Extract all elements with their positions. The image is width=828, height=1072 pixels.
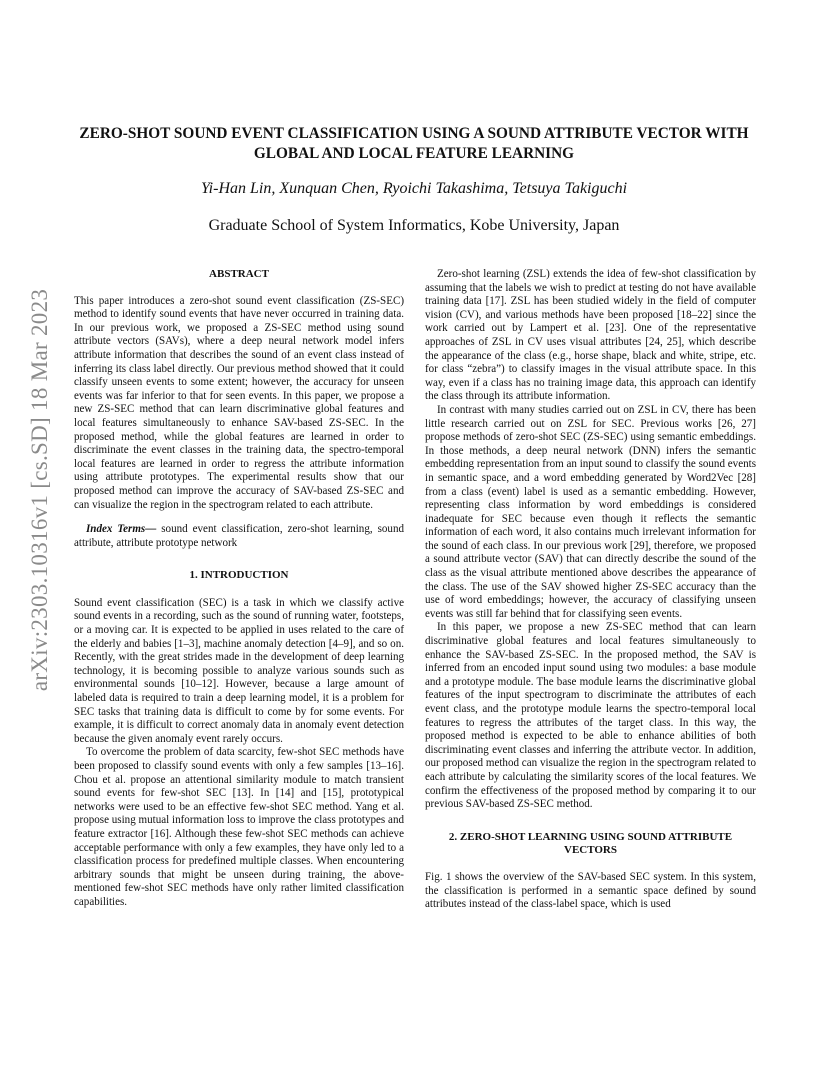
intro-paragraph-1: Sound event classification (SEC) is a task in which we classify active sound events in a recording, such as the sound of running water, footsteps, or a moving car. It is expected to be applied in uses related to the care of the elderly and babies [1–3], machine anomaly detection [4–9], and so on. Recently, with the great strides made in the development of deep learning technology, it is becoming possible to analyze various sounds such as environmental sounds [10–12]. However, because a large amount of labeled data is required to train a deep learning model, it is a problem for SEC tasks that training data is difficult to come by for some events. For example, it is difficult to correct anomaly data in anomaly event detection because the given anomaly event rarely occurs. bbox=[74, 596, 404, 745]
index-terms-label: Index Terms— bbox=[86, 523, 157, 536]
section-2-text: Fig. 1 shows the overview of the SAV-based SEC system. In this system, the classification is performed in a semantic space defined by sound attributes instead of the class-label space, which is used bbox=[425, 870, 756, 911]
abstract-text: This paper introduces a zero-shot sound event classification (ZS-SEC) method to identify sound events that have never occurred in training data. In our previous work, we proposed a ZS-SEC method using sound attribute vectors (SAVs), where a deep neural network model infers attribute information that describes the sound of an event class instead of inferring its class label directly. Our previous method showed that it could classify unseen events to some extent; however, the accuracy for unseen events was far inferior to that for seen events. In this paper, we propose a new ZS-SEC method that can learn discriminative global features and local features simultaneously to enhance SAV-based ZS-SEC. In the proposed method, while the global features are learned in order to discriminate the event classes in the training data, the spectro-temporal local features are learned in order to regress the attribute information using attribute prototypes. The experimental results show that our proposed method can improve the accuracy of SAV-based ZS-SEC and can visualize the region in the spectrogram related to each attribute. bbox=[74, 294, 404, 511]
left-column bbox=[74, 268, 404, 910]
index-terms-text: sound event classification, zero-shot learning, sound attribute, attribute prototype network bbox=[74, 523, 404, 549]
index-terms bbox=[74, 523, 404, 550]
intro-paragraph-4: In contrast with many studies carried out on ZSL in CV, there has been little research carried out on ZSL for SEC. Previous works [26, 27] propose methods of zero-shot SEC (ZS-SEC) using semantic embeddings. In those methods, a deep neural network (DNN) infers the semantic embedding representation from an input sound to classify the sound events in semantic space, and a word embedding generated by Word2Vec [28] from a class (event) label is used as a semantic embedding. However, representing class information by word embeddings is considered inadequate for SEC because even though it reflects the semantic information of each word, it also contains much irrelevant information for the sound of each class. In our previous work [29], therefore, we proposed a sound attribute vector (SAV) that can directly describe the sound of the class as the visual attribute mentioned above describes the appearance of the class. The use of the SAV showed higher ZS-SEC accuracy than the use of word embeddings; however, the accuracy of classifying unseen events was still far behind that for classifying seen events. bbox=[425, 403, 756, 620]
affiliation: Graduate School of System Informatics, Kobe University, Japan bbox=[208, 217, 620, 234]
intro-paragraph-5: In this paper, we propose a new ZS-SEC method that can learn discriminative global features and local features simultaneously to enhance the SAV-based ZS-SEC. In the proposed method, the SAV is inferred from an encoded input sound using two modules: a base module and a prototype module. The base module learns the discriminative global features of the input spectrogram to discriminate the attributes of each event class, and the prototype module learns the spectro-temporal local features to regress the attributes of the target class. In this way, the proposed method is expected to be able to enhance abilities of both discriminating event classes and inferring the attribute vector. In addition, our proposed method can visualize the region in the spectrogram related to each attribute by calculating the similarity scores of the local features. We confirm the effectiveness of the proposed method by comparing it to our previous SAV-based ZS-SEC method. bbox=[425, 621, 756, 811]
intro-paragraph-2: To overcome the problem of data scarcity, few-shot SEC methods have been proposed to classify sound events with only a few samples [13–16]. Chou et al. propose an attentional similarity module to match transient sound events for few-shot SEC [13]. In [14] and [15], prototypical networks were used to be an effective few-shot SEC method. Yang et al. propose using mutual information loss to improve the class prototypes and feature extractor [16]. Although these few-shot SEC methods can achieve acceptable performance with only a few examples, they have only led to a classification process for predefined multiple classes. When encountering arbitrary sounds that might be unseen during training, the above-mentioned few-shot SEC methods have only rather limited classification capabilities. bbox=[74, 746, 404, 908]
arxiv-identifier bbox=[22, 240, 58, 740]
introduction-heading: 1. INTRODUCTION bbox=[189, 569, 289, 582]
right-column bbox=[425, 268, 756, 912]
paper-title: ZERO-SHOT SOUND EVENT CLASSIFICATION USING A SOUND ATTRIBUTE VECTOR WITH GLOBAL AND LOCAL FEATURE LEARNING bbox=[79, 125, 749, 162]
arxiv-id-text: arXiv:2303.10316v1 [cs.SD] 18 Mar 2023 bbox=[27, 288, 52, 692]
author-list: Yi-Han Lin, Xunquan Chen, Ryoichi Takashima, Tetsuya Takiguchi bbox=[200, 180, 628, 197]
abstract-heading: ABSTRACT bbox=[209, 268, 269, 280]
section-2-heading: 2. ZERO-SHOT LEARNING USING SOUND ATTRIBUTE VECTORS bbox=[448, 830, 733, 857]
intro-paragraph-3: Zero-shot learning (ZSL) extends the idea of few-shot classification by assuming that the labels we wish to predict at testing do not have available training data [17]. ZSL has been studied widely in the field of computer vision (CV), and various methods have been proposed [18–22] since the work carried out by Lampert et al. [23]. One of the representative approaches of ZSL in CV uses visual attributes [24, 25], which describe the appearance of the class (e.g., horse shape, black and white, stripe, etc. for class “zebra”) to classify images in the visual attribute space. In this way, even if a class has no training image data, this approach can identify the class through its attribute information. bbox=[425, 268, 756, 403]
